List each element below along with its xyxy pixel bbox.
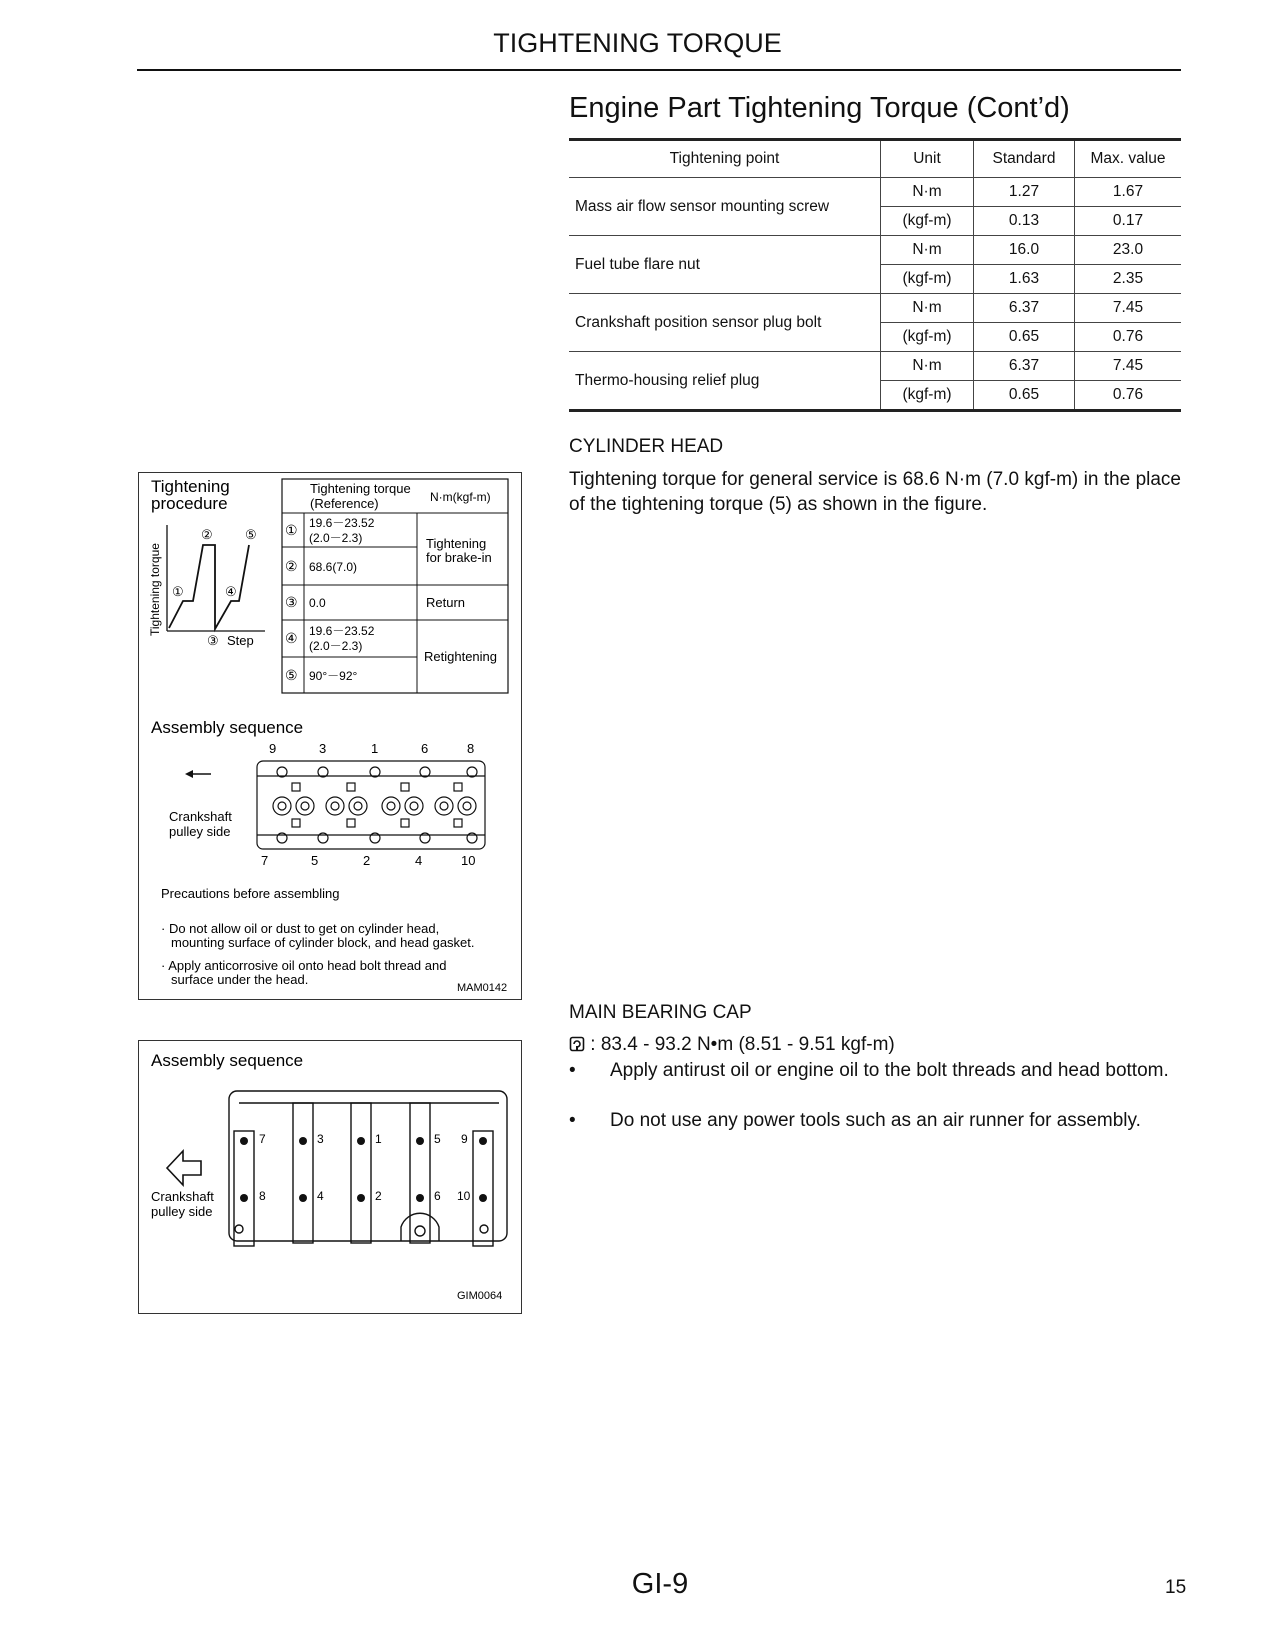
bolt-number-bottom: 5 [311, 853, 319, 868]
cylinder-head-text: Tightening torque for general service is 68.6 N·m (7.0 kgf-m) in the place of the tightening torque (5) as shown in the figure. [569, 469, 1181, 515]
step-mark-4: ④ [225, 584, 237, 599]
bolt-number-top: 9 [461, 1132, 468, 1146]
bullet-dot: • [569, 1110, 576, 1131]
table-row [569, 352, 1181, 381]
step-row-value: 68.6(7.0) [309, 560, 358, 574]
table-header-row [569, 140, 1181, 178]
step-row-mark: ① [285, 522, 298, 538]
max-value-cell: 1.67 [1075, 178, 1182, 207]
group-brake-in-line: Tightening [426, 536, 487, 551]
bolt-number-top: 6 [421, 741, 429, 756]
tightening-point-cell: Thermo-housing relief plug [569, 352, 881, 411]
crankshaft-label-line: Crankshaft [169, 809, 232, 824]
step-mark-5: ⑤ [245, 527, 257, 542]
step-mark-2: ② [201, 527, 213, 542]
unit-cell: N·m [881, 352, 974, 381]
page-code: GI-9 [631, 1568, 689, 1600]
main-bearing-cap-diagram [139, 1041, 521, 1313]
max-value-cell: 0.76 [1075, 381, 1182, 411]
cylinder-head-drawing [257, 761, 485, 849]
unit-cell: N·m [881, 294, 974, 323]
table-row [569, 236, 1181, 265]
standard-cell: 1.63 [974, 265, 1075, 294]
bolt-number-bottom: 10 [457, 1189, 471, 1203]
column-header: Unit [881, 140, 974, 178]
page-header-title: TIGHTENING TORQUE [493, 28, 782, 58]
bolt-number-bottom: 10 [461, 853, 476, 868]
procedure-title-line: procedure [151, 494, 228, 513]
torque-spec-text: : 83.4 - 93.2 N•m (8.51 - 9.51 kgf-m) [590, 1034, 895, 1055]
standard-cell: 6.37 [974, 352, 1075, 381]
cylinder-head-figure [138, 472, 522, 1000]
precaution-line: · Apply anticorrosive oil onto head bolt thread and [161, 958, 447, 973]
group-retightening: Retightening [424, 649, 497, 664]
torque-header-line: (Reference) [310, 496, 379, 511]
step-row-value: 19.6－23.52 [309, 624, 375, 638]
crankshaft-label-line: pulley side [169, 824, 231, 839]
standard-cell: 0.65 [974, 323, 1075, 352]
bolt-number-top: 3 [319, 741, 327, 756]
bolt-number-top: 3 [317, 1132, 324, 1146]
header-divider [137, 69, 1181, 71]
crankshaft-label-line: pulley side [151, 1204, 213, 1219]
precaution-line: · Do not allow oil or dust to get on cylinder head, [161, 921, 440, 936]
step-row-value: 0.0 [309, 596, 326, 610]
main-bearing-cap-heading: MAIN BEARING CAP [569, 1002, 752, 1023]
torque-spec-line [569, 1032, 895, 1057]
max-value-cell: 7.45 [1075, 352, 1182, 381]
step-row-value: (2.0－2.3) [309, 531, 363, 545]
bolt-markers [240, 1137, 487, 1202]
bolt-number-bottom: 4 [415, 853, 423, 868]
group-return: Return [426, 595, 466, 610]
bolt-number-bottom: 8 [259, 1189, 266, 1203]
step-row-value: 19.6－23.52 [309, 516, 375, 530]
standard-cell: 1.27 [974, 178, 1075, 207]
y-axis-label: Tightening torque [148, 543, 162, 636]
bullet-text: Do not use any power tools such as an air runner for assembly. [610, 1110, 1141, 1131]
bullet-text: Apply antirust oil or engine oil to the bolt threads and head bottom. [610, 1060, 1169, 1081]
cylinder-head-heading: CYLINDER HEAD [569, 436, 724, 457]
figure-code: GIM0064 [457, 1290, 503, 1302]
cylinder-block-drawing [229, 1091, 507, 1246]
main-bearing-cap-figure [138, 1040, 522, 1314]
x-axis-label: Step [227, 633, 254, 648]
arrow-left-outline-icon [167, 1151, 201, 1185]
max-value-cell: 7.45 [1075, 294, 1182, 323]
step-mark-3: ③ [207, 633, 219, 648]
torque-table [569, 138, 1181, 412]
precautions-title: Precautions before assembling [161, 886, 340, 901]
group-brake-in-line: for brake-in [426, 550, 492, 565]
assembly-sequence-title: Assembly sequence [151, 718, 304, 737]
max-value-cell: 0.17 [1075, 207, 1182, 236]
page-number: 15 [1165, 1577, 1187, 1598]
max-value-cell: 23.0 [1075, 236, 1182, 265]
tightening-point-cell: Crankshaft position sensor plug bolt [569, 294, 881, 352]
bolt-number-bottom: 7 [261, 853, 269, 868]
step-mark-1: ① [172, 584, 184, 599]
column-header: Tightening point [569, 140, 881, 178]
step-row-mark: ⑤ [285, 667, 298, 683]
precaution-line: surface under the head. [171, 972, 309, 987]
bullet-dot: • [569, 1060, 576, 1081]
bolt-number-top: 5 [434, 1132, 441, 1146]
bolt-number-bottom: 2 [375, 1189, 382, 1203]
arrow-left-icon [185, 770, 211, 778]
torque-wrench-icon [569, 1036, 585, 1052]
bolt-number-bottom: 6 [434, 1189, 441, 1203]
procedure-title-line: Tightening [151, 477, 230, 496]
unit-cell: (kgf-m) [881, 323, 974, 352]
tightening-point-cell: Mass air flow sensor mounting screw [569, 178, 881, 236]
section-title: Engine Part Tightening Torque (Cont’d) [569, 92, 1070, 124]
unit-cell: (kgf-m) [881, 207, 974, 236]
cylinder-head-diagram [139, 473, 521, 999]
unit-cell: N·m [881, 178, 974, 207]
table-row [569, 294, 1181, 323]
torque-header-line: Tightening torque [310, 481, 411, 496]
column-header: Standard [974, 140, 1075, 178]
list-item [569, 1108, 1181, 1133]
step-row-mark: ③ [285, 594, 298, 610]
bolt-number-top: 1 [371, 741, 379, 756]
standard-cell: 6.37 [974, 294, 1075, 323]
column-header: Max. value [1075, 140, 1182, 178]
precaution-line: mounting surface of cylinder block, and head gasket. [171, 935, 475, 950]
assembly-sequence-title: Assembly sequence [151, 1051, 304, 1070]
table-row [569, 178, 1181, 207]
standard-cell: 16.0 [974, 236, 1075, 265]
bolt-number-bottom: 4 [317, 1189, 324, 1203]
bolt-number-top: 1 [375, 1132, 382, 1146]
max-value-cell: 0.76 [1075, 323, 1182, 352]
crankshaft-label-line: Crankshaft [151, 1189, 214, 1204]
step-row-mark: ④ [285, 630, 298, 646]
standard-cell: 0.13 [974, 207, 1075, 236]
unit-cell: N·m [881, 236, 974, 265]
standard-cell: 0.65 [974, 381, 1075, 411]
bolt-number-top: 9 [269, 741, 277, 756]
figure-code: MAM0142 [457, 982, 508, 994]
bolt-number-bottom: 2 [363, 853, 371, 868]
list-item [569, 1058, 1181, 1083]
torque-unit: N·m(kgf-m) [430, 490, 491, 504]
unit-cell: (kgf-m) [881, 381, 974, 411]
tightening-point-cell: Fuel tube flare nut [569, 236, 881, 294]
max-value-cell: 2.35 [1075, 265, 1182, 294]
step-row-value: 90°－92° [309, 669, 358, 683]
unit-cell: (kgf-m) [881, 265, 974, 294]
step-row-mark: ② [285, 558, 298, 574]
step-row-value: (2.0－2.3) [309, 639, 363, 653]
bolt-number-top: 8 [467, 741, 475, 756]
bolt-number-top: 7 [259, 1132, 266, 1146]
